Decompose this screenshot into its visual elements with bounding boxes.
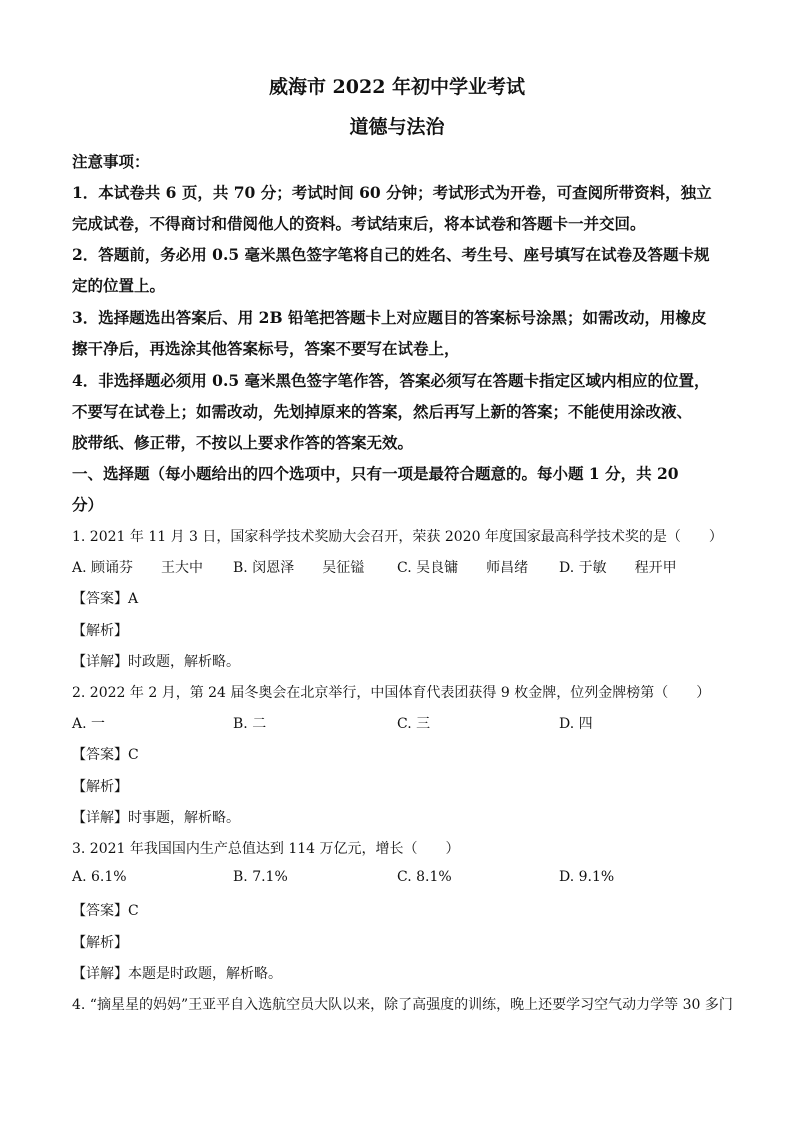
question-2-option-c: C. 三 [397,716,431,732]
notice-heading: 注意事项： [72,152,150,171]
notice-line: 不要写在试卷上；如需改动，先划掉原来的答案，然后再写上新的答案；不能使用涂改液、 [72,402,693,421]
exam-title: 威海市 2022 年初中学业考试 [268,76,526,98]
question-1-stem: 1. 2021 年 11 月 3 日，国家科学技术奖励大会召开，荣获 2020 年度国家最高科学技术奖的是（ ） [72,529,723,545]
question-1-option-a: A. 顾诵芬 王大中 [72,560,204,576]
notice-line: 4．非选择题必须用 0.5 毫米黑色签字笔作答，答案必须写在答题卡指定区域内相应的位置， [72,371,710,390]
notice-line: 擦干净后，再选涂其他答案标号，答案不要写在试卷上， [72,339,460,358]
question-1-option-b: B. 闵恩泽 吴征镒 [233,560,365,576]
section-heading: 一、选择题（每小题给出的四个选项中，只有一项是最符合题意的。每小题 1 分，共 20 [72,464,679,483]
question-3-detail: 【详解】本题是时政题，解析略。 [72,966,282,982]
question-2-answer: 【答案】C [72,747,139,763]
question-3-option-d: D. 9.1% [559,869,615,885]
question-1-detail: 【详解】时政题，解析略。 [72,654,240,670]
question-3-option-a: A. 6.1% [72,869,127,885]
question-2-detail: 【详解】时事题，解析略。 [72,810,240,826]
question-3-stem: 3. 2021 年我国国内生产总值达到 114 万亿元，增长（ ） [72,841,460,857]
question-1-option-d: D. 于敏 程开甲 [559,560,677,576]
notice-line: 1．本试卷共 6 页，共 70 分；考试时间 60 分钟；考试形式为开卷，可查阅所带资料，独立 [72,183,712,202]
question-1-analysis: 【解析】 [72,623,128,639]
notice-line: 完成试卷，不得商讨和借阅他人的资料。考试结束后，将本试卷和答题卡一并交回。 [72,214,646,233]
question-2-option-b: B. 二 [233,716,267,732]
question-2-stem: 2. 2022 年 2 月，第 24 届冬奥会在北京举行，中国体育代表团获得 9 枚金牌，位列金牌榜第（ ） [72,685,711,701]
question-2-option-a: A. 一 [72,716,106,732]
question-3-option-c: C. 8.1% [397,869,452,885]
question-3-option-b: B. 7.1% [233,869,288,885]
notice-line: 定的位置上。 [72,276,166,295]
notice-line: 3．选择题选出答案后、用 2B 铅笔把答题卡上对应题目的答案标号涂黑；如需改动，用橡皮 [72,308,707,327]
question-1-option-c: C. 吴良镛 师昌绪 [397,560,529,576]
question-2-option-d: D. 四 [559,716,593,732]
question-2-analysis: 【解析】 [72,779,128,795]
question-1-answer: 【答案】A [72,591,139,607]
subject-title: 道德与法治 [349,116,445,138]
notice-line: 胶带纸、修正带，不按以上要求作答的答案无效。 [72,433,414,452]
question-3-analysis: 【解析】 [72,935,128,951]
question-3-answer: 【答案】C [72,903,139,919]
question-4-stem: 4. “摘星星的妈妈”王亚平自入选航空员大队以来，除了高强度的训练，晚上还要学习空气动力学等 30 多门 [72,997,733,1013]
notice-line: 2．答题前，务必用 0.5 毫米黑色签字笔将自己的姓名、考生号、座号填写在试卷及答题卡规 [72,245,710,264]
section-heading-cont: 分） [72,495,104,514]
